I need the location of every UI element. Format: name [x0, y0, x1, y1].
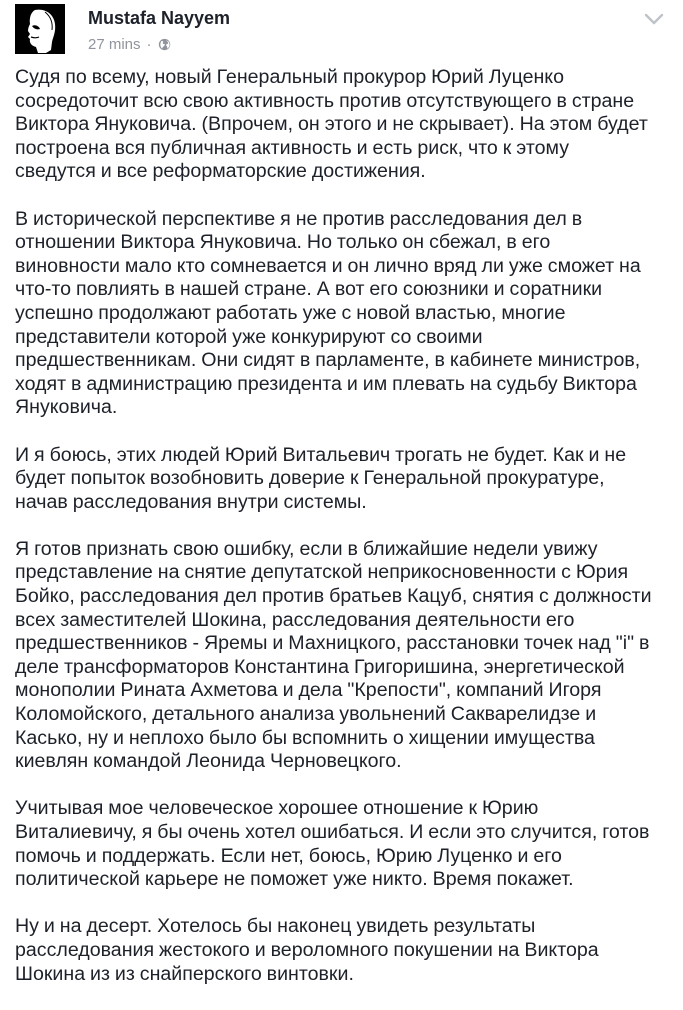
- post-paragraph: Судя по всему, новый Генеральный прокурор Юрий Луценко сосредоточит всю свою активность против отсутствующего в стране Виктора Януковича. (Впрочем, он этого и не скрывает). На этом будет построена вся публичная активность и есть риск, что к этому сведутся и все реформаторские достижения.: [15, 66, 648, 183]
- post-header: [0, 0, 683, 64]
- author-name[interactable]: Mustafa Nayyem: [88, 8, 231, 28]
- meta-separator: ·: [146, 36, 152, 53]
- post-paragraph: Учитывая мое человеческое хорошее отношение к Юрию Виталиевичу, я бы очень хотел ошибаться. И если это случится, готов помочь и поддержать. Если нет, боюсь, Юрию Луценко и его политической карьере не поможет уже никто. Время покажет.: [15, 797, 650, 891]
- post-paragraph: Ну и на десерт. Хотелось бы наконец увидеть результаты расследования жестокого и вероломного покушении на Виктора Шокина из из снайперского винтовки.: [15, 915, 599, 985]
- post-text: [15, 66, 681, 1010]
- post-paragraph: Я готов признать свою ошибку, если в ближайшие недели увижу представление на снятие депутатской неприкосновенности с Юрия Бойко, расследования дел против братьев Кацуб, снятия с должности всех заместителей Шокина, расследования деятельности его предшественников - Яремы и Махницкого, расстановки точек над "i" в деле трансформаторов Константина Григоришина, энергетической монополии Рината Ахметова и дела "Крепости", компаний Игоря Коломойского, детального анализа увольнений Сакварелидзе и Касько, ну и неплохо было бы вспомнить о хищении имущества киевлян командой Леонида Черновецкого.: [15, 537, 652, 773]
- post-timestamp[interactable]: 27 mins: [88, 36, 141, 53]
- post-meta: [88, 36, 171, 53]
- post-paragraph: И я боюсь, этих людей Юрий Витальевич трогать не будет. Как и не будет попыток возобновить доверие к Генеральной прокуратуре, начав расследования внутри системы.: [15, 443, 627, 513]
- post-paragraph: В исторической перспективе я не против расследования дел в отношении Виктора Януковича. Но только он сбежал, в его виновности мало кто сомневается и он лично вряд ли уже сможет на что-то повлиять в нашей стране. А вот его союзники и соратники успешно продолжают работать уже с новой властью, многие представители которой уже конкурируют со своими предшественникам. Они сидят в парламенте, в кабинете министров, ходят в администрацию президента и им плевать на судьбу Виктора Януковича.: [15, 207, 641, 419]
- globe-icon[interactable]: [158, 38, 171, 51]
- avatar[interactable]: [15, 4, 65, 54]
- chevron-down-icon[interactable]: [643, 12, 665, 26]
- avatar-portrait-icon: [15, 4, 65, 54]
